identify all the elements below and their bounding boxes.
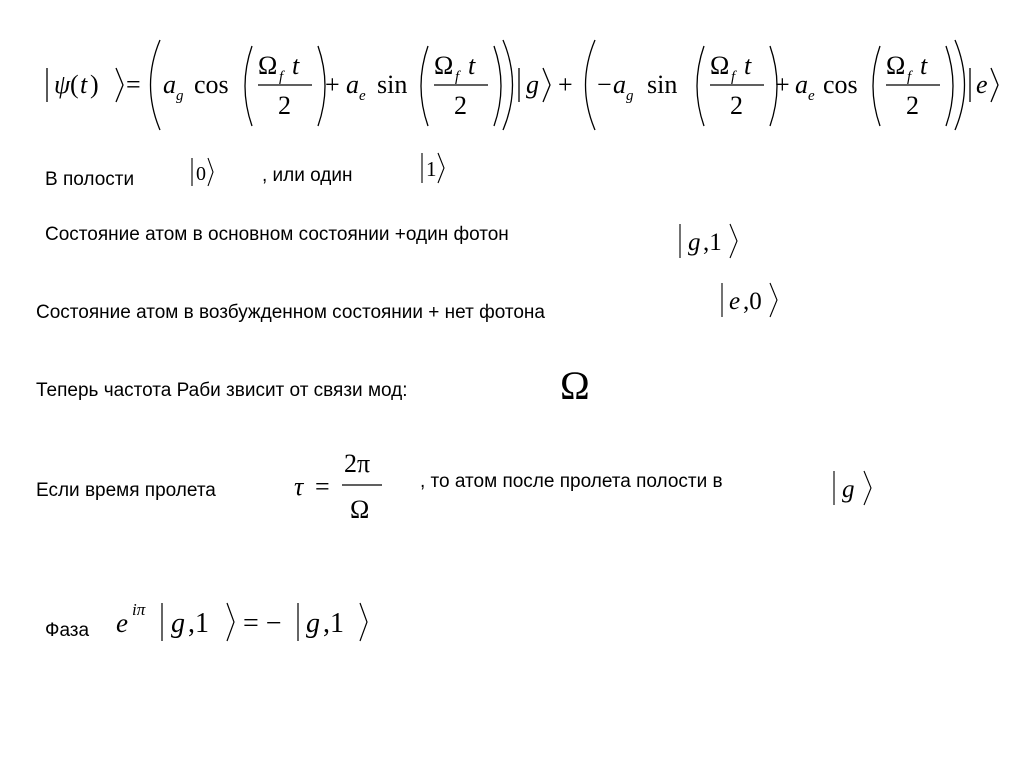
ket-g-label: g bbox=[526, 70, 539, 99]
tau-equals: = bbox=[315, 472, 330, 501]
plus-3: + bbox=[775, 70, 790, 99]
plus-1: + bbox=[325, 70, 340, 99]
state2-label: Состояние атом в возбужденном состоянии + нет фотона bbox=[36, 302, 545, 323]
tau-denominator: Ω bbox=[350, 495, 370, 524]
ket-e0-atom: e bbox=[729, 288, 741, 315]
plus-2: + bbox=[558, 70, 573, 99]
phase-label: Фаза bbox=[45, 620, 90, 641]
ket-zero-value: 0 bbox=[196, 163, 206, 185]
omega-sub-f-3: f bbox=[731, 69, 736, 85]
phase-equals-minus: = − bbox=[243, 608, 282, 639]
phase-ket1-atom: g bbox=[171, 608, 185, 639]
tau-symbol: τ bbox=[294, 472, 304, 501]
coef-sub-g-1: g bbox=[176, 88, 184, 104]
t-symbol: t bbox=[80, 70, 88, 99]
omega-4: Ω bbox=[886, 51, 906, 80]
coef-sub-e-2: e bbox=[359, 88, 366, 104]
equals-sign: = bbox=[126, 70, 141, 99]
paren-open: ( bbox=[70, 70, 79, 99]
ket-g1-photon: ,1 bbox=[703, 229, 722, 256]
ket-one-value: 1 bbox=[426, 157, 437, 181]
cavity-or-one: , или один bbox=[262, 165, 353, 186]
omega-sub-f-1: f bbox=[279, 69, 284, 85]
ket-e-label: e bbox=[976, 70, 988, 99]
two-4: 2 bbox=[906, 91, 919, 120]
phase-exp-base: e bbox=[116, 608, 128, 638]
two-2: 2 bbox=[454, 91, 467, 120]
omega-3: Ω bbox=[710, 51, 730, 80]
cavity-label: В полости bbox=[45, 169, 135, 190]
sin-func-2: sin bbox=[647, 70, 678, 99]
phase-exp-power: iπ bbox=[132, 600, 146, 619]
psi-symbol: ψ bbox=[54, 70, 71, 99]
time-after-text: , то атом после пролета полости в bbox=[420, 471, 723, 492]
cos-func-2: cos bbox=[823, 70, 858, 99]
ket-e0-photon: ,0 bbox=[743, 288, 762, 315]
phase-ket2-angle bbox=[360, 603, 367, 641]
phase-ket1-photon: ,1 bbox=[188, 608, 209, 639]
phase-ket2-atom: g bbox=[306, 608, 320, 639]
omega-sub-f-2: f bbox=[455, 69, 460, 85]
ket-g1-atom: g bbox=[688, 229, 701, 256]
two-3: 2 bbox=[730, 91, 743, 120]
phase-ket2-photon: ,1 bbox=[323, 608, 344, 639]
omega-1: Ω bbox=[258, 51, 278, 80]
rabi-omega-symbol: Ω bbox=[560, 363, 590, 408]
state1-label: Состояние атом в основном состоянии +один фотон bbox=[45, 224, 509, 245]
t-1: t bbox=[292, 51, 300, 80]
phase-ket1-angle bbox=[227, 603, 234, 641]
t-4: t bbox=[920, 51, 928, 80]
coef-a-4: a bbox=[795, 70, 808, 99]
minus-sign: − bbox=[597, 70, 612, 99]
coef-sub-g-3: g bbox=[626, 88, 634, 104]
ket-g-final-atom: g bbox=[842, 476, 855, 503]
rabi-label: Теперь частота Раби звисит от связи мод: bbox=[36, 380, 408, 401]
coef-a-3: a bbox=[613, 70, 626, 99]
omega-sub-f-4: f bbox=[907, 69, 912, 85]
coef-a-2: a bbox=[346, 70, 359, 99]
tau-numerator: 2π bbox=[344, 449, 371, 478]
t-2: t bbox=[468, 51, 476, 80]
two-1: 2 bbox=[278, 91, 291, 120]
coef-sub-e-4: e bbox=[808, 88, 815, 104]
cos-func-1: cos bbox=[194, 70, 229, 99]
coef-a-1: a bbox=[163, 70, 176, 99]
t-3: t bbox=[744, 51, 752, 80]
time-label: Если время пролета bbox=[36, 480, 216, 501]
paren-close: ) bbox=[90, 70, 99, 99]
sin-func-1: sin bbox=[377, 70, 408, 99]
omega-2: Ω bbox=[434, 51, 454, 80]
